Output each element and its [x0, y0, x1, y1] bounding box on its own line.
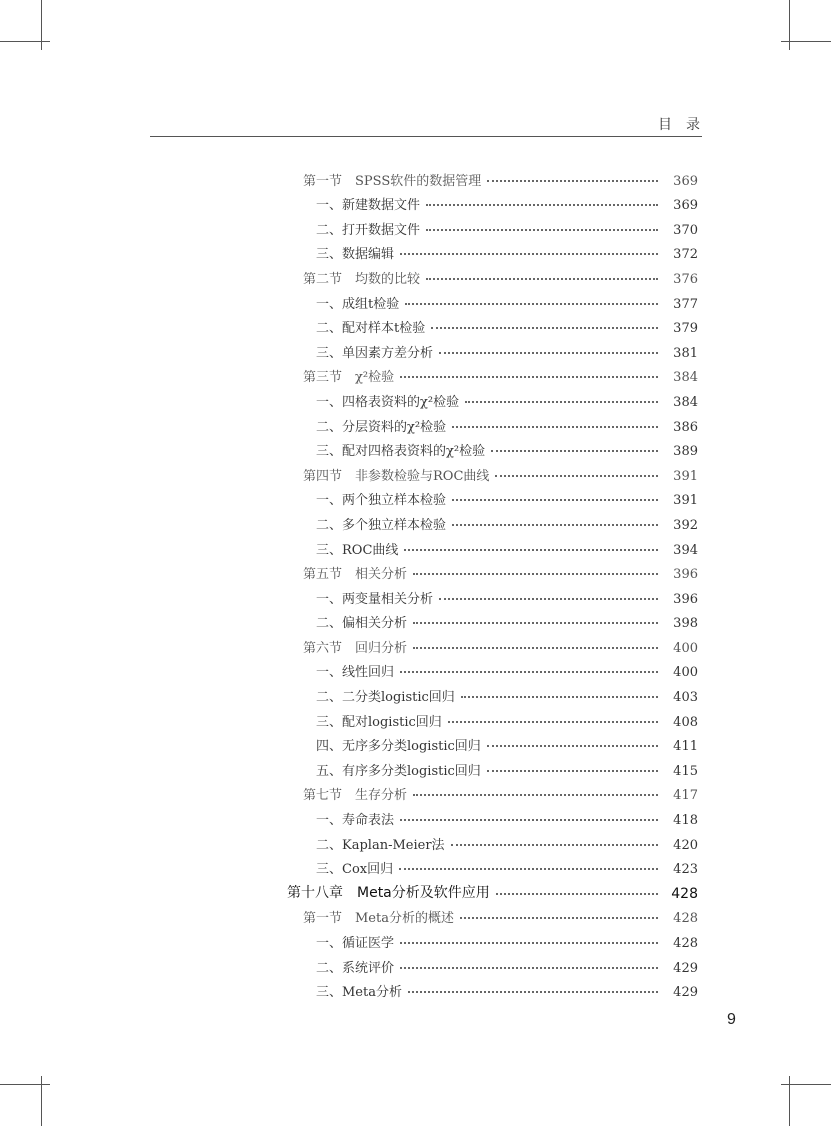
toc-entry-label: 三、Meta分析	[316, 985, 402, 1001]
toc-entry-page: 391	[673, 493, 698, 509]
dot-leader	[413, 622, 658, 624]
dot-leader	[413, 794, 658, 796]
toc-entry[interactable]	[0, 828, 831, 853]
dot-leader	[400, 967, 658, 969]
toc-entry[interactable]	[0, 607, 831, 632]
toc-entry[interactable]	[0, 164, 831, 189]
toc-entry-label: 二、系统评价	[316, 960, 395, 976]
dot-leader	[439, 352, 658, 354]
dot-leader	[404, 549, 658, 551]
dot-leader	[461, 696, 658, 698]
toc-entry[interactable]	[0, 508, 831, 533]
toc-entry[interactable]	[0, 533, 831, 558]
crop-mark	[0, 41, 50, 42]
toc-entry-label: 二、偏相关分析	[316, 616, 408, 632]
dot-leader	[496, 893, 658, 895]
dot-leader	[413, 573, 658, 575]
toc-entry[interactable]	[0, 951, 831, 976]
toc-entry[interactable]	[0, 459, 831, 484]
crop-mark	[781, 41, 831, 42]
toc-entry-label: 第四节 非参数检验与ROC曲线	[303, 468, 490, 484]
toc-entry-label: 第七节 生存分析	[303, 788, 408, 804]
toc-entry[interactable]	[0, 680, 831, 705]
toc-entry-page: 418	[673, 813, 698, 829]
toc-entry[interactable]	[0, 435, 831, 460]
crop-mark	[781, 1084, 831, 1085]
dot-leader	[426, 204, 658, 206]
dot-leader	[465, 401, 658, 403]
toc-entry-page: 386	[673, 419, 698, 435]
dot-leader	[408, 991, 658, 993]
dot-leader	[495, 475, 658, 477]
toc-entry-label: 三、单因素方差分析	[316, 345, 434, 361]
toc-entry-label: 第十八章 Meta分析及软件应用	[287, 884, 490, 901]
toc-entry[interactable]	[0, 336, 831, 361]
toc-entry-page: 396	[673, 567, 698, 583]
toc-entry[interactable]	[0, 631, 831, 656]
toc-entry-label: 三、Cox回归	[316, 862, 394, 878]
crop-mark	[0, 1084, 50, 1085]
toc-entry-label: 二、多个独立样本检验	[316, 517, 447, 533]
toc-entry[interactable]	[0, 262, 831, 287]
page-number: 9	[727, 1011, 736, 1028]
toc-entry[interactable]	[0, 410, 831, 435]
dot-leader	[460, 917, 658, 919]
toc-entry-page: 369	[673, 173, 698, 189]
toc-entry-page: 403	[673, 690, 698, 706]
toc-entry-label: 第二节 均数的比较	[303, 271, 421, 287]
table-of-contents	[0, 164, 831, 1000]
crop-mark	[41, 0, 42, 50]
toc-entry-label: 二、二分类logistic回归	[316, 690, 455, 706]
toc-entry-page: 423	[673, 862, 698, 878]
toc-entry-label: 一、两个独立样本检验	[316, 493, 447, 509]
toc-entry-page: 391	[673, 468, 698, 484]
toc-entry[interactable]	[0, 926, 831, 951]
toc-entry[interactable]	[0, 213, 831, 238]
toc-entry-page: 381	[673, 345, 698, 361]
toc-entry-page: 400	[673, 640, 698, 656]
toc-entry-page: 384	[673, 370, 698, 386]
toc-entry[interactable]	[0, 238, 831, 263]
dot-leader	[448, 721, 658, 723]
toc-entry-page: 372	[673, 247, 698, 263]
dot-leader	[426, 278, 658, 280]
dot-leader	[426, 229, 658, 231]
toc-entry-page: 376	[673, 271, 698, 287]
toc-entry-label: 三、配对logistic回归	[316, 714, 442, 730]
toc-entry[interactable]	[0, 385, 831, 410]
toc-entry-label: 四、无序多分类logistic回归	[316, 739, 481, 755]
toc-entry-page: 417	[673, 788, 698, 804]
dot-leader	[431, 327, 658, 329]
toc-entry-page: 377	[673, 296, 698, 312]
toc-entry-page: 370	[673, 222, 698, 238]
toc-entry-label: 二、Kaplan-Meier法	[316, 837, 445, 853]
toc-entry-label: 第一节 Meta分析的概述	[303, 911, 454, 927]
toc-entry[interactable]	[0, 853, 831, 878]
toc-entry-page: 384	[673, 394, 698, 410]
toc-entry[interactable]	[0, 189, 831, 214]
toc-entry[interactable]	[0, 754, 831, 779]
crop-mark	[789, 0, 790, 50]
toc-entry-label: 三、配对四格表资料的χ²检验	[316, 444, 486, 460]
dot-leader	[452, 426, 658, 428]
toc-entry-page: 415	[673, 763, 698, 779]
toc-entry-page: 389	[673, 444, 698, 460]
toc-entry[interactable]	[0, 803, 831, 828]
toc-entry-label: 第三节 χ²检验	[303, 370, 395, 386]
toc-entry-page: 369	[673, 198, 698, 214]
toc-entry[interactable]	[0, 558, 831, 583]
dot-leader	[400, 253, 658, 255]
header-title: 目录	[658, 117, 714, 133]
toc-entry-page: 429	[673, 985, 698, 1001]
dot-leader	[413, 647, 658, 649]
toc-entry-page: 411	[673, 739, 698, 755]
dot-leader	[439, 598, 658, 600]
toc-entry[interactable]	[0, 779, 831, 804]
toc-entry-label: 第六节 回归分析	[303, 640, 408, 656]
toc-entry-label: 三、数据编辑	[316, 247, 395, 263]
toc-entry[interactable]	[0, 705, 831, 730]
toc-entry[interactable]	[0, 287, 831, 312]
toc-entry[interactable]	[0, 730, 831, 755]
toc-entry-page: 400	[673, 665, 698, 681]
toc-entry-page: 392	[673, 517, 698, 533]
toc-entry-page: 428	[673, 911, 698, 927]
toc-entry-label: 第一节 SPSS软件的数据管理	[303, 173, 482, 189]
toc-entry-page: 398	[673, 616, 698, 632]
toc-entry-label: 一、新建数据文件	[316, 198, 421, 214]
toc-entry[interactable]	[0, 902, 831, 927]
toc-entry-label: 二、配对样本t检验	[316, 321, 426, 337]
toc-entry-label: 二、打开数据文件	[316, 222, 421, 238]
dot-leader	[487, 180, 658, 182]
toc-entry-label: 三、ROC曲线	[316, 542, 399, 558]
toc-entry[interactable]	[0, 484, 831, 509]
running-header	[150, 112, 714, 137]
dot-leader	[399, 868, 658, 870]
dot-leader	[491, 450, 658, 452]
toc-entry-page: 428	[673, 936, 698, 951]
toc-entry-label: 一、循证医学	[316, 936, 395, 951]
toc-entry[interactable]	[0, 877, 831, 902]
toc-entry-label: 二、分层资料的χ²检验	[316, 419, 447, 435]
toc-entry[interactable]	[0, 312, 831, 337]
toc-entry-label: 一、成组t检验	[316, 296, 400, 312]
dot-leader	[452, 524, 658, 526]
toc-entry-page: 429	[673, 960, 698, 976]
dot-leader	[487, 745, 658, 747]
toc-entry-label: 一、寿命表法	[316, 813, 395, 829]
dot-leader	[487, 770, 658, 772]
toc-entry-page: 420	[673, 837, 698, 853]
dot-leader	[400, 942, 658, 944]
toc-entry-label: 一、两变量相关分析	[316, 591, 434, 607]
dot-leader	[405, 303, 658, 305]
toc-entry-label: 五、有序多分类logistic回归	[316, 763, 481, 779]
dot-leader	[400, 376, 658, 378]
toc-entry-page: 408	[673, 714, 698, 730]
dot-leader	[400, 671, 658, 673]
toc-entry-page: 394	[673, 542, 698, 558]
toc-entry[interactable]	[0, 656, 831, 681]
toc-entry-page: 428	[671, 885, 698, 902]
toc-entry[interactable]	[0, 976, 831, 1001]
toc-entry-page: 396	[673, 591, 698, 607]
toc-entry[interactable]	[0, 582, 831, 607]
toc-entry-label: 第五节 相关分析	[303, 567, 408, 583]
dot-leader	[452, 499, 658, 501]
dot-leader	[400, 819, 658, 821]
toc-entry-label: 一、线性回归	[316, 665, 395, 681]
dot-leader	[451, 844, 658, 846]
toc-entry-label: 一、四格表资料的χ²检验	[316, 394, 460, 410]
toc-entry[interactable]	[0, 361, 831, 386]
toc-entry-page: 379	[673, 321, 698, 337]
